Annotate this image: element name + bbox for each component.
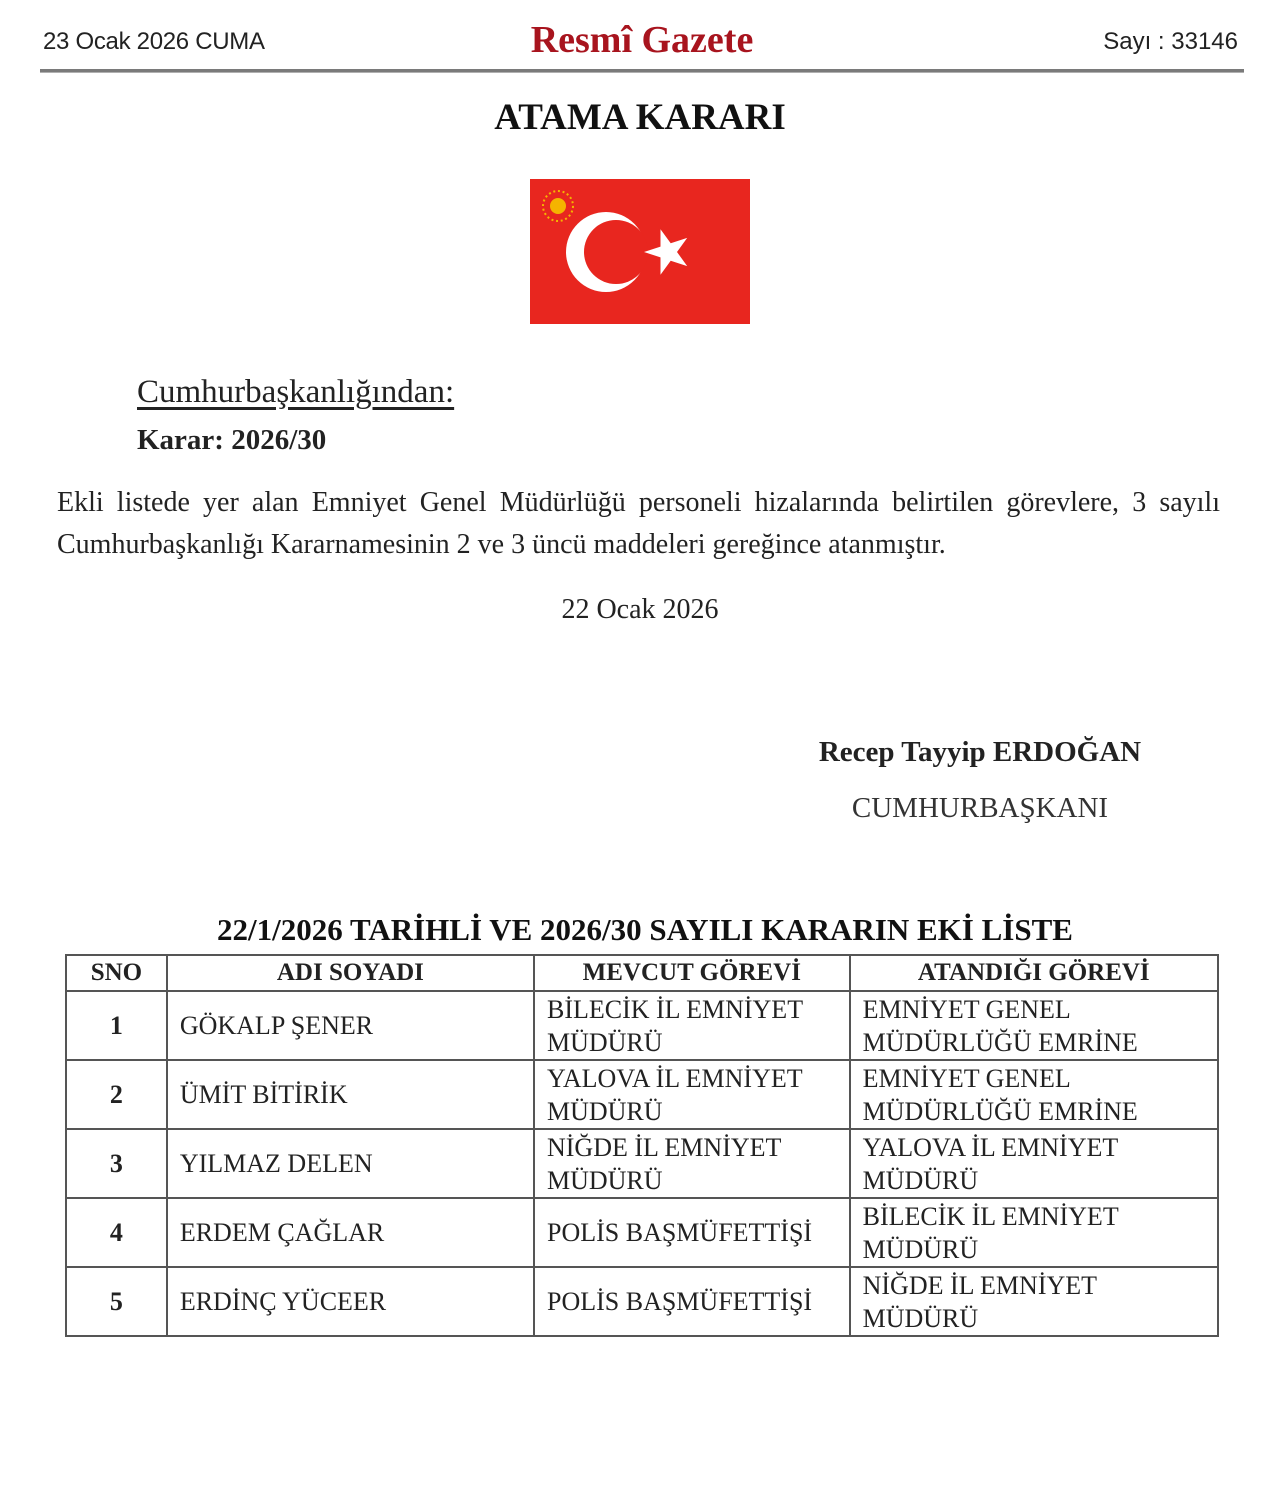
cell-current-position: YALOVA İL EMNİYET MÜDÜRÜ <box>534 1060 850 1129</box>
header-divider <box>40 69 1244 73</box>
column-header-current-position: MEVCUT GÖREVİ <box>534 955 850 991</box>
column-header-assigned-position: ATANDIĞI GÖREVİ <box>850 955 1218 991</box>
issuing-authority: Cumhurbaşkanlığından: <box>137 374 455 410</box>
table-header-row <box>66 955 1218 991</box>
table-row <box>66 1267 1218 1336</box>
table-row <box>66 1198 1218 1267</box>
column-header-name: ADI SOYADI <box>167 955 534 991</box>
cell-name: ERDİNÇ YÜCEER <box>167 1267 534 1336</box>
cell-sno: 3 <box>66 1129 167 1198</box>
cell-current-position: NİĞDE İL EMNİYET MÜDÜRÜ <box>534 1129 850 1198</box>
cell-current-position: BİLECİK İL EMNİYET MÜDÜRÜ <box>534 991 850 1060</box>
decision-date: 22 Ocak 2026 <box>561 594 719 625</box>
signer-name: Recep Tayyip ERDOĞAN <box>818 736 1142 768</box>
cell-assigned-position: YALOVA İL EMNİYET MÜDÜRÜ <box>850 1129 1218 1198</box>
cell-assigned-position: EMNİYET GENEL MÜDÜRLÜĞÜ EMRİNE <box>850 991 1218 1060</box>
cell-assigned-position: BİLECİK İL EMNİYET MÜDÜRÜ <box>850 1198 1218 1267</box>
cell-current-position: POLİS BAŞMÜFETTİŞİ <box>534 1198 850 1267</box>
table-row <box>66 1129 1218 1198</box>
gazette-header <box>40 18 1244 64</box>
cell-assigned-position: EMNİYET GENEL MÜDÜRLÜĞÜ EMRİNE <box>850 1060 1218 1129</box>
document-title: ATAMA KARARI <box>494 97 786 138</box>
cell-name: YILMAZ DELEN <box>167 1129 534 1198</box>
decision-body: Ekli listede yer alan Emniyet Genel Müdürlüğü personeli hizalarında belirtilen görevlere, 3 sayılı Cumhurbaşkanlığı Kararnamesinin 2 ve 3 üncü maddeleri gereğince atanmıştır. <box>57 487 1220 560</box>
cell-current-position: POLİS BAŞMÜFETTİŞİ <box>534 1267 850 1336</box>
decision-number: Karar: 2026/30 <box>137 424 327 456</box>
cell-sno: 1 <box>66 991 167 1060</box>
publication-title: Resmî Gazete <box>530 19 754 61</box>
column-header-sno: SNO <box>66 955 167 991</box>
issue-number: Sayı : 33146 <box>1103 28 1238 55</box>
header-date: 23 Ocak 2026 CUMA <box>43 28 265 55</box>
cell-sno: 4 <box>66 1198 167 1267</box>
cell-sno: 5 <box>66 1267 167 1336</box>
cell-name: ERDEM ÇAĞLAR <box>167 1198 534 1267</box>
cell-sno: 2 <box>66 1060 167 1129</box>
table-row <box>66 1060 1218 1129</box>
appointment-table <box>65 954 1219 1337</box>
cell-assigned-position: NİĞDE İL EMNİYET MÜDÜRÜ <box>850 1267 1218 1336</box>
signer-title: CUMHURBAŞKANI <box>851 792 1109 824</box>
table-row <box>66 991 1218 1060</box>
cell-name: ÜMİT BİTİRİK <box>167 1060 534 1129</box>
cell-name: GÖKALP ŞENER <box>167 991 534 1060</box>
presidential-flag-icon <box>530 179 750 324</box>
list-title: 22/1/2026 TARİHLİ VE 2026/30 SAYILI KARARIN EKİ LİSTE <box>217 912 1073 947</box>
